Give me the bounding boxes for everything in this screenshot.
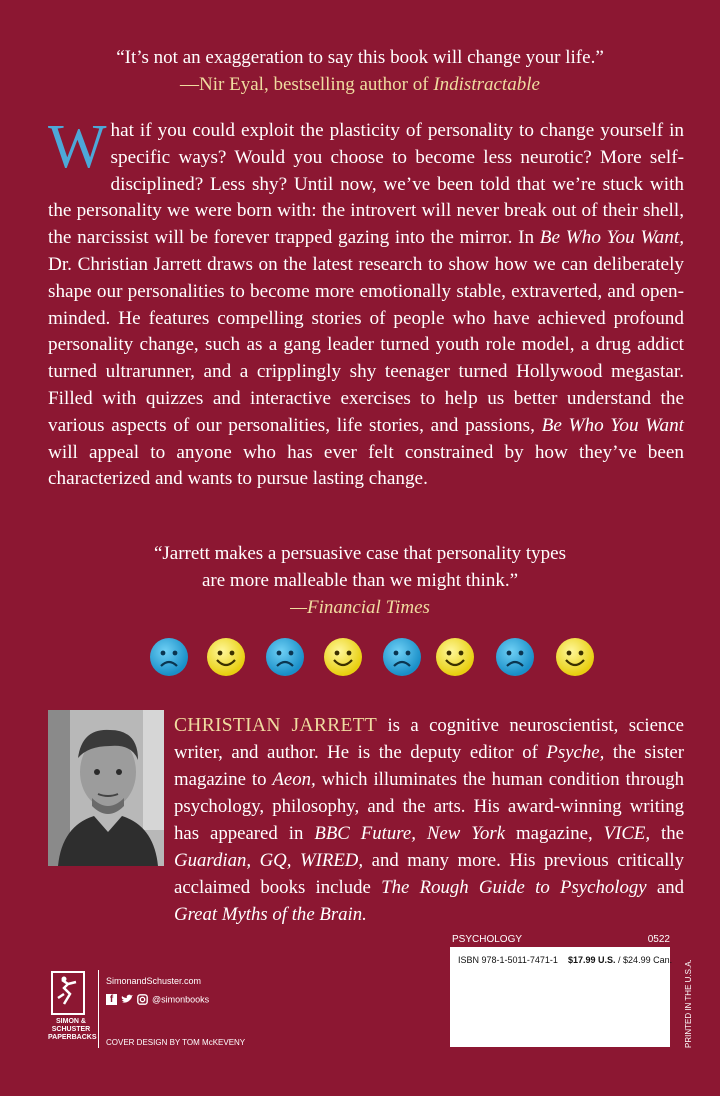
happy-face-icon [324,638,362,676]
book-description: W hat if you could exploit the plasticity of personality to change yourself in specific ways? Would you choose to become less neurotic? More self- disciplined? Less shy? Until now, we’ve been told that we’re stuck with the personality we were born with: the introvert will never break out of their shell, the narcissist will be forever trapped gazing into the mirror. In Be Who You Want, Dr. Christian Jarrett draws on the latest research to show how we can deliberately shape our personalities to become more emotionally stable, extraverted, and open-minded. He features compelling stories of people who have achieved profound personality change, such as a gang leader turned youth role model, a drug addict turned ultrarunner, and a cripplingly shy teenager turned Hollywood megastar. Filled with quizzes and interactive exercises to help us better understand the various aspects of our personalities, life stories, and passions, Be Who You Want will appeal to anyone who has ever felt constrained by how they’ve been characterized and wants to pursue lasting change. [48,113,684,490]
price-label: $17.99 U.S. / $24.99 Can. [568,955,673,965]
website-link[interactable]: SimonandSchuster.com [106,976,202,986]
barcode-code: 0522 [647,934,670,945]
drop-cap: W [48,113,107,181]
author-photo [48,710,164,866]
happy-face-icon [436,638,474,676]
sad-face-icon [496,638,534,676]
author-bio: CHRISTIAN JARRETT is a cognitive neuroscientist, science writer, and author. He is the deputy editor of Psyche, the sister magazine to Aeon, which illuminates the human condition through psychology, philosophy, and the arts. His award-winning writing has appeared in BBC Future, New York magazine, VICE, the Guardian, GQ, WIRED, and many more. His previous critically acclaimed books include The Rough Guide to Psychology and Great Myths of the Brain. [174,715,685,925]
social-row [106,990,209,1008]
divider [98,970,99,1048]
quote-text: “It’s not an exaggeration to say this book will change your life.” [116,47,604,68]
sad-face-icon [383,638,421,676]
sad-face-icon [150,638,188,676]
social-handle[interactable]: @simonbooks [152,994,210,1005]
review-quote: “Jarrett makes a persuasive case that personality types are more malleable than we might think.” —Financial Times [153,543,567,618]
instagram-icon[interactable] [137,994,148,1005]
barcode-header [452,934,670,945]
isbn-label: ISBN 978-1-5011-7471-1 [458,955,558,965]
front-quote [0,44,720,98]
review-attribution: —Financial Times [290,597,430,618]
happy-face-icon [207,638,245,676]
face-row [152,638,592,678]
printed-in-usa: PRINTED IN THE U.S.A. [684,959,693,1048]
publisher-name: SIMON & SCHUSTER PAPERBACKS [48,1018,97,1041]
facebook-icon[interactable]: f [106,994,117,1005]
barcode-box [450,947,673,1047]
happy-face-icon [556,638,594,676]
quote-attribution: —Nir Eyal, bestselling author of Indistractable [180,74,540,95]
twitter-icon[interactable] [121,994,133,1005]
category-label: PSYCHOLOGY [452,934,523,945]
cover-credit: COVER DESIGN BY TOM McKEVENY [106,1038,246,1047]
simon-schuster-logo-icon [48,970,88,1016]
sad-face-icon [266,638,304,676]
author-portrait [48,710,164,866]
author-name: CHRISTIAN JARRETT [174,715,378,736]
